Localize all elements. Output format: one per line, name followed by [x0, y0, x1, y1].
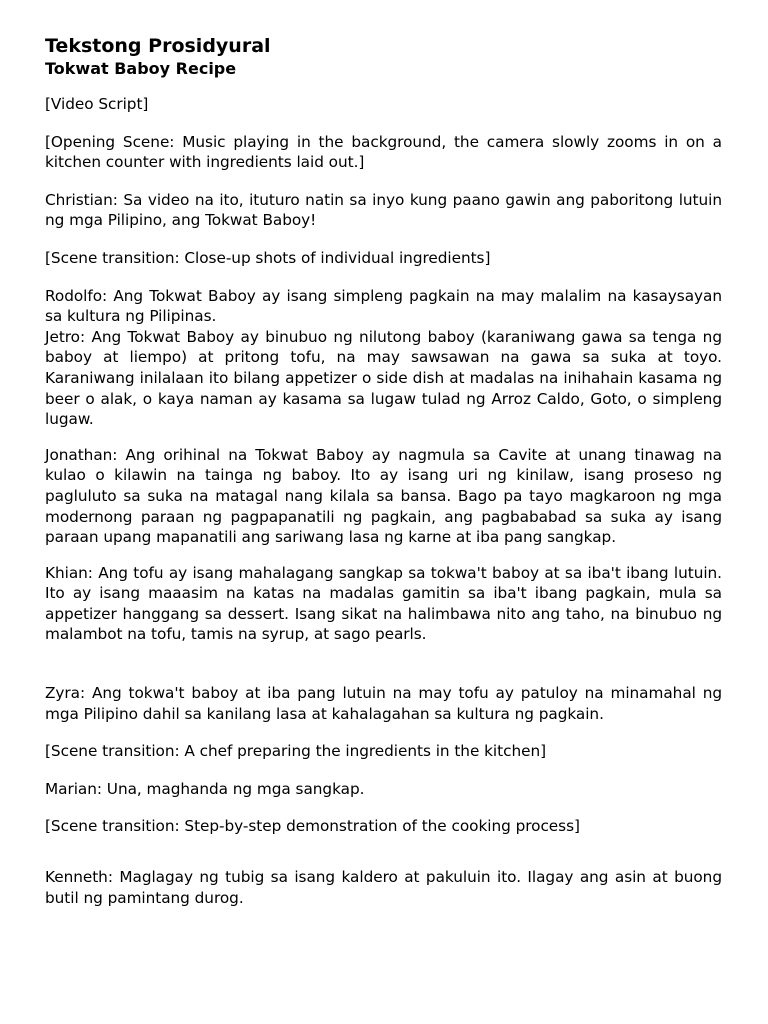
paragraph-marian: Marian: Una, maghanda ng mga sangkap.	[45, 779, 365, 798]
paragraph-khian: Khian: Ang tofu ay isang mahalagang sangkap sa tokwa't baboy at sa iba't ibang lutuin. Ito ay isang maaasim na katas na madalas gamitin sa iba't ibang pagkain, mula sa appetizer hanggang sa dessert. Isang sikat na halimbawa nito ang taho, na binubuo ng malambot na tofu, tamis na syrup, at sago pearls.	[45, 563, 722, 644]
document-subtitle: Tokwat Baboy Recipe	[45, 59, 237, 78]
document-page	[45, 34, 722, 908]
paragraph-christian: Christian: Sa video na ito, ituturo natin sa inyo kung paano gawin ang paboritong lutuin ng mga Pilipino, ang Tokwat Baboy!	[45, 190, 722, 230]
paragraph-opening-scene: [Opening Scene: Music playing in the background, the camera slowly zooms in on a kitchen counter with ingredients laid out.]	[45, 132, 722, 172]
paragraph-jonathan: Jonathan: Ang orihinal na Tokwat Baboy ay nagmula sa Cavite at unang tinawag na kulao o kilawin na tainga ng baboy. Ito ay isang uri ng kinilaw, isang proseso ng pagluluto sa suka na matagal nang kilala sa bansa. Bago pa tayo magkaroon ng mga modernong paraan ng pagpapanatili ng pagkain, ang pagbababad sa suka ay isang paraan upang mapanatili ang sariwang lasa ng karne at iba pang sangkap.	[45, 445, 722, 547]
paragraph-zyra: Zyra: Ang tokwa't baboy at iba pang lutuin na may tofu ay patuloy na minamahal ng mga Pilipino dahil sa kanilang lasa at kahalagahan sa kultura ng pagkain.	[45, 684, 722, 723]
paragraph-scene-transition-1: [Scene transition: Close-up shots of individual ingredients]	[45, 248, 491, 267]
paragraph-scene-transition-2: [Scene transition: A chef preparing the ingredients in the kitchen]	[45, 742, 547, 761]
paragraph-jetro: Jetro: Ang Tokwat Baboy ay binubuo ng nilutong baboy (karaniwang gawa sa tenga ng baboy at liempo) at pritong tofu, na may sawsawan na gawa sa suka at toyo. Karaniwang inilalaan ito bilang appetizer o side dish at madalas na inihahain kasama ng beer o alak, o kaya naman ay kasama sa lugaw tulad ng Arroz Caldo, Goto, o simpleng lugaw.	[45, 327, 722, 429]
document-title: Tekstong Prosidyural	[45, 35, 271, 57]
paragraph-video-script: [Video Script]	[45, 95, 149, 113]
paragraph-scene-transition-3: [Scene transition: Step-by-step demonstration of the cooking process]	[45, 817, 580, 836]
paragraph-kenneth: Kenneth: Maglagay ng tubig sa isang kaldero at pakuluin ito. Ilagay ang asin at buong butil ng pamintang durog.	[45, 868, 722, 907]
paragraph-rodolfo: Rodolfo: Ang Tokwat Baboy ay isang simpleng pagkain na may malalim na kasaysayan sa kultura ng Pilipinas.	[45, 286, 722, 326]
